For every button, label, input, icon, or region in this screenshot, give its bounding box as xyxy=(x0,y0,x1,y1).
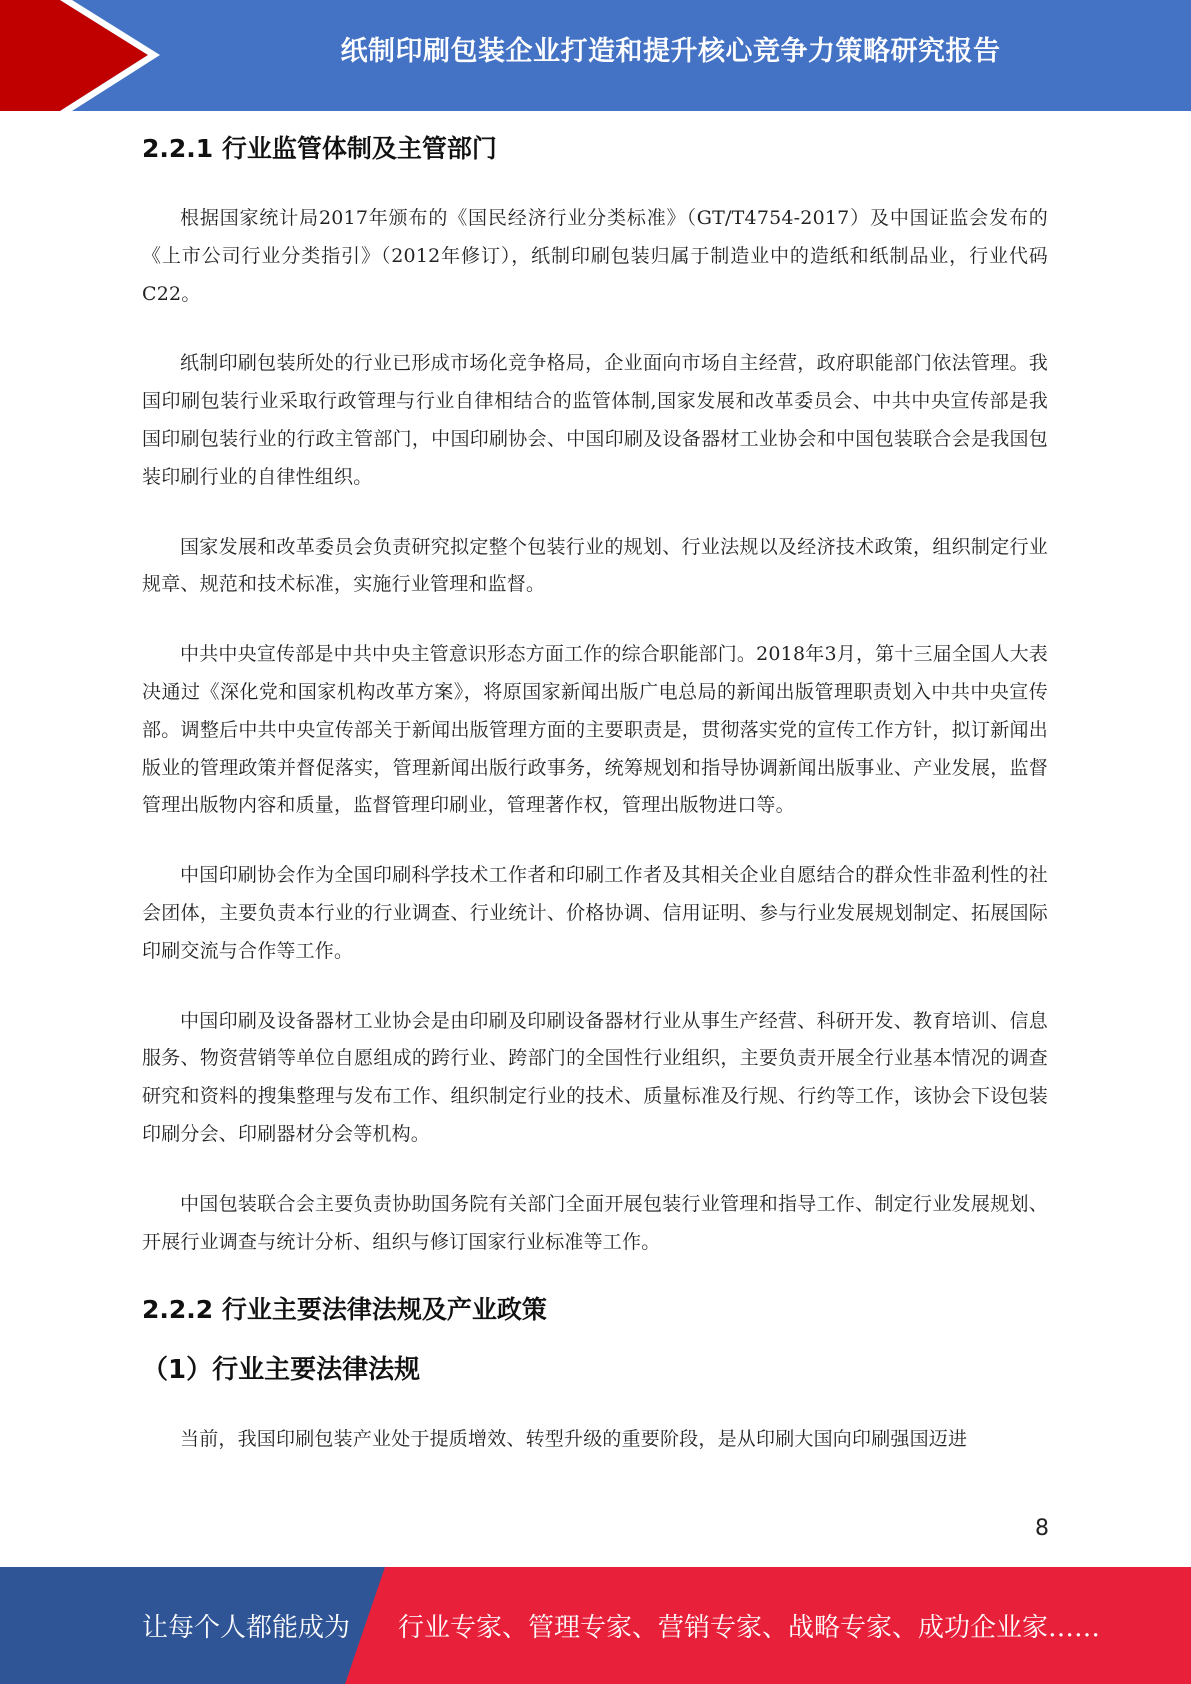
footer-slogan-right: 行业专家、管理专家、营销专家、战略专家、成功企业家…… xyxy=(398,1613,1101,1643)
section-heading-2-2-2: 2.2.2 行业主要法律法规及产业政策 xyxy=(142,1295,547,1325)
subsection-heading-laws: （1）行业主要法律法规 xyxy=(142,1355,421,1386)
paragraph: 纸制印刷包装所处的行业已形成市场化竞争格局，企业面向市场自主经营，政府职能部门依法管理。我国印刷包装行业采取行政管理与行业自律相结合的监管体制,国家发展和改革委员会、中共中央宣传部是我国印刷包装行业的行政主管部门，中国印刷协会、中国印刷及设备器材工业协会和中国包装联合会是我国包装印刷行业的自律性组织。 xyxy=(142,352,1048,488)
paragraph: 中国印刷及设备器材工业协会是由印刷及印刷设备器材行业从事生产经营、科研开发、教育培训、信息服务、物资营销等单位自愿组成的跨行业、跨部门的全国性行业组织，主要负责开展全行业基本情况的调查研究和资料的搜集整理与发布工作、组织制定行业的技术、质量标准及行规、行约等工作，该协会下设包装印刷分会、印刷器材分会等机构。 xyxy=(142,1009,1048,1145)
report-title: 纸制印刷包装企业打造和提升核心竞争力策略研究报告 xyxy=(340,36,1001,67)
document-body xyxy=(142,128,1048,1459)
header-banner xyxy=(0,0,1191,111)
chevron-decoration-icon xyxy=(0,0,160,111)
paragraph: 中共中央宣传部是中共中央主管意识形态方面工作的综合职能部门。2018年3月，第十三届全国人大表决通过《深化党和国家机构改革方案》，将原国家新闻出版广电总局的新闻出版管理职责划入中共中央宣传部。调整后中共中央宣传部关于新闻出版管理方面的主要职责是，贯彻落实党的宣传工作方针，拟订新闻出版业的管理政策并督促落实，管理新闻出版行政事务，统筹规划和指导协调新闻出版事业、产业发展，监督管理出版物内容和质量，监督管理印刷业，管理著作权，管理出版物进口等。 xyxy=(142,643,1048,817)
paragraph: 根据国家统计局2017年颁布的《国民经济行业分类标准》（GT/T4754-2017）及中国证监会发布的《上市公司行业分类指引》（2012年修订），纸制印刷包装归属于制造业中的造纸和纸制品业，行业代码C22。 xyxy=(142,207,1048,305)
paragraph: 中国包装联合会主要负责协助国务院有关部门全面开展包装行业管理和指导工作、制定行业发展规划、开展行业调查与统计分析、组织与修订国家行业标准等工作。 xyxy=(142,1192,1048,1253)
paragraph: 中国印刷协会作为全国印刷科学技术工作者和印刷工作者及其相关企业自愿结合的群众性非盈利性的社会团体，主要负责本行业的行业调查、行业统计、价格协调、信用证明、参与行业发展规划制定、拓展国际印刷交流与合作等工作。 xyxy=(142,864,1048,962)
footer-slogan-left: 让每个人都能成为 xyxy=(142,1613,351,1643)
page-number: 8 xyxy=(1035,1516,1049,1541)
paragraph: 当前，我国印刷包装产业处于提质增效、转型升级的重要阶段，是从印刷大国向印刷强国迈进 xyxy=(180,1428,968,1451)
paragraph: 国家发展和改革委员会负责研究拟定整个包装行业的规划、行业法规以及经济技术政策，组织制定行业规章、规范和技术标准，实施行业管理和监督。 xyxy=(142,535,1048,596)
section-heading-2-2-1: 2.2.1 行业监管体制及主管部门 xyxy=(142,134,497,163)
footer-banner xyxy=(0,1567,1191,1684)
